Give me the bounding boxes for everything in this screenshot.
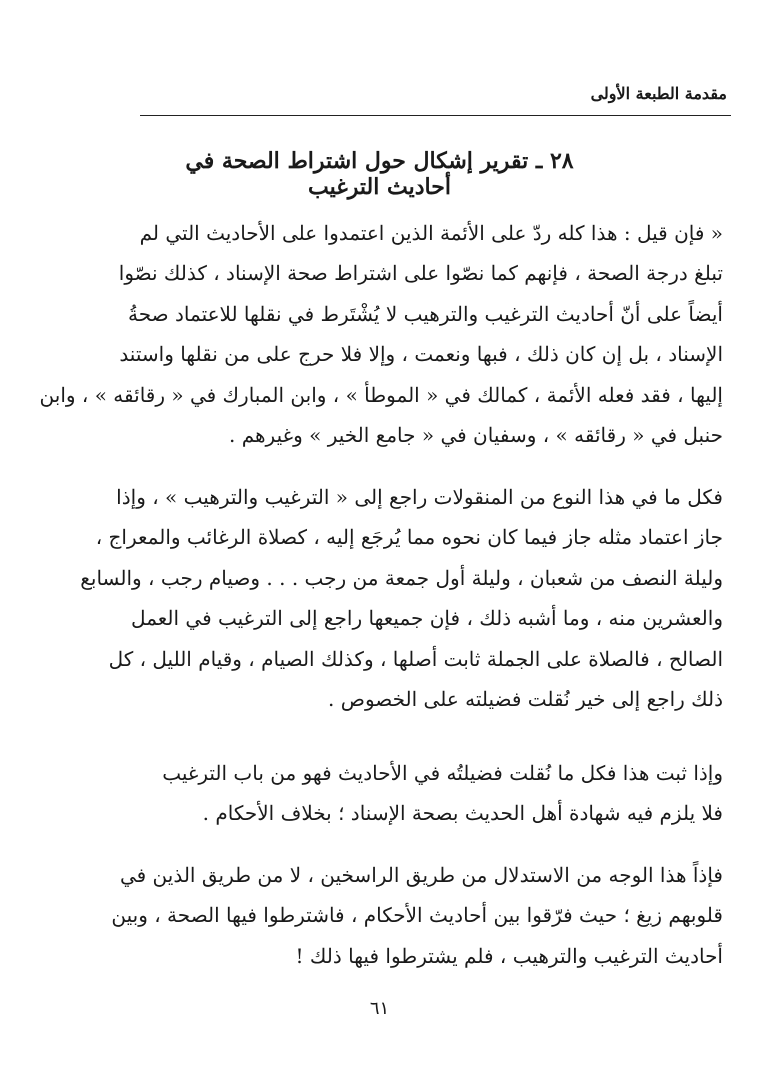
- text-line: الصالح ، فالصلاة على الجملة ثابت أصلها ، وكذلك الصيام ، وقيام الليل ، كل: [108, 646, 723, 671]
- text-line: فإذاً هذا الوجه من الاستدلال من طريق الراسخين ، لا من طريق الذين في: [119, 863, 723, 887]
- paragraph-3: [140, 753, 723, 834]
- section-title: ٢٨ ـ تقرير إشكال حول اشتراط الصحة في أحاديث الترغيب: [185, 148, 574, 200]
- text-line: فلا يلزم فيه شهادة أهل الحديث بصحة الإسناد ؛ بخلاف الأحكام .: [202, 801, 723, 826]
- text-line: أحاديث الترغيب والترهيب ، فلم يشترطوا فيها ذلك !: [295, 943, 723, 968]
- header-rule: [140, 115, 731, 116]
- text-line: « فإن قيل : هذا كله ردّ على الأئمة الذين اعتمدوا على الأحاديث التي لم: [139, 221, 723, 245]
- paragraph-1: [39, 213, 723, 455]
- text-line: قلوبهم زيغ ؛ حيث فرّقوا بين أحاديث الأحكام ، فاشترطوا فيها الصحة ، وبين: [111, 903, 723, 928]
- text-line: إليها ، فقد فعله الأئمة ، كمالك في « الموطأ » ، وابن المبارك في « رقائقه » ، وابن: [39, 382, 723, 407]
- text-line: وليلة النصف من شعبان ، وليلة أول جمعة من رجب . . . وصيام رجب ، والسابع: [80, 565, 723, 590]
- paragraph-4: [111, 855, 723, 976]
- text-line: ذلك راجع إلى خير نُقلت فضيلته على الخصوص .: [328, 687, 723, 712]
- page-number: ٦١: [369, 998, 390, 1019]
- text-line: حنبل في « رقائقه » ، وسفيان في « جامع الخير » وغيرهم .: [228, 423, 723, 448]
- text-line: وإذا ثبت هذا فكل ما نُقلت فضيلتُه في الأحاديث فهو من باب الترغيب: [162, 761, 723, 785]
- paragraph-2: [80, 477, 723, 719]
- text-line: الإسناد ، بل إن كان ذلك ، فبها ونعمت ، وإلا فلا حرج على من نقلها واستند: [119, 342, 723, 367]
- text-line: جاز اعتماد مثله جاز فيما كان نحوه مما يُرجَع إليه ، كصلاة الرغائب والمعراج ،: [95, 525, 723, 550]
- running-header: مقدمة الطبعة الأولى: [590, 84, 727, 103]
- text-line: فكل ما في هذا النوع من المنقولات راجع إلى « الترغيب والترهيب » ، وإذا: [116, 485, 723, 509]
- text-line: أيضاً على أنّ أحاديث الترغيب والترهيب لا يُشْتَرط في نقلها للاعتماد صحةُ: [128, 301, 723, 326]
- text-line: تبلغ درجة الصحة ، فإنهم كما نصّوا على اشتراط صحة الإسناد ، كذلك نصّوا: [118, 261, 723, 286]
- text-line: والعشرين منه ، وما أشبه ذلك ، فإن جميعها راجع إلى الترغيب في العمل: [131, 606, 723, 631]
